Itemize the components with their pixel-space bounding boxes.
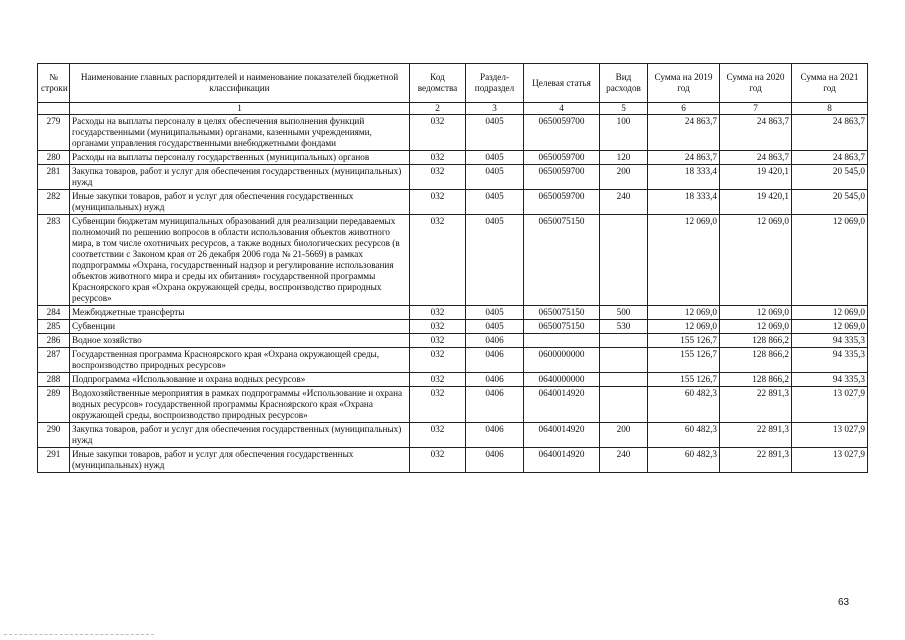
sum-2021: 24 863,7 [792,151,868,165]
expense-type: 500 [600,306,648,320]
section-code: 0406 [466,423,524,448]
sum-2020: 128 866,2 [720,373,792,387]
sum-2019: 18 333,4 [648,190,720,215]
sum-2021: 20 545,0 [792,190,868,215]
target-article: 0650059700 [524,165,600,190]
sum-2019: 155 126,7 [648,348,720,373]
row-name: Межбюджетные трансферты [70,306,410,320]
expense-type: 240 [600,448,648,473]
table-row [38,190,868,215]
header-sum-2020: Сумма на 2020 год [720,64,792,103]
sum-2019: 24 863,7 [648,115,720,151]
sum-2020: 24 863,7 [720,151,792,165]
row-number: 286 [38,334,70,348]
sum-2020: 24 863,7 [720,115,792,151]
expense-type: 530 [600,320,648,334]
sum-2020: 22 891,3 [720,387,792,423]
header-sum-2021: Сумма на 2021 год [792,64,868,103]
sum-2019: 155 126,7 [648,373,720,387]
sum-2019: 12 069,0 [648,215,720,306]
column-number: 6 [648,103,720,115]
table-row [38,334,868,348]
sum-2021: 94 335,3 [792,348,868,373]
expense-type: 200 [600,423,648,448]
row-name: Водохозяйственные мероприятия в рамках подпрограммы «Использование и охрана водных ресурсов» государственной программы Красноярского края «Охрана окружающей среды, воспроизводство природных ресурсов» [70,387,410,423]
department-code: 032 [410,215,466,306]
department-code: 032 [410,320,466,334]
sum-2019: 155 126,7 [648,334,720,348]
column-number: 1 [70,103,410,115]
section-code: 0405 [466,320,524,334]
department-code: 032 [410,448,466,473]
sum-2019: 24 863,7 [648,151,720,165]
row-name: Государственная программа Красноярского края «Охрана окружающей среды, воспроизводство природных ресурсов» [70,348,410,373]
target-article: 0640014920 [524,387,600,423]
sum-2020: 19 420,1 [720,165,792,190]
target-article: 0640014920 [524,423,600,448]
target-article: 0650059700 [524,151,600,165]
table-row [38,387,868,423]
target-article: 0650059700 [524,115,600,151]
section-code: 0405 [466,115,524,151]
table-row [38,165,868,190]
row-name: Иные закупки товаров, работ и услуг для обеспечения государственных (муниципальных) нужд [70,448,410,473]
header-department-code: Код ведомства [410,64,466,103]
row-number: 284 [38,306,70,320]
column-number: 2 [410,103,466,115]
row-name: Субвенции бюджетам муниципальных образований для реализации передаваемых полномочий по решению вопросов в области использования объектов животного мира, в том числе охотничьих ресурсов, а также водных биологических ресурсов (в соответствии с Законом края от 26 декабря 2006 года № 21-5669) в рамках подпрограммы «Охрана, государственный надзор и регулирование использования объектов животного мира и среды их обитания» государственной программы Красноярского края «Охрана окружающей среды, воспроизводство природных ресурсов» [70,215,410,306]
sum-2021: 94 335,3 [792,334,868,348]
row-number: 283 [38,215,70,306]
row-name: Закупка товаров, работ и услуг для обеспечения государственных (муниципальных) нужд [70,423,410,448]
row-number: 281 [38,165,70,190]
section-code: 0405 [466,190,524,215]
department-code: 032 [410,306,466,320]
row-name: Расходы на выплаты персоналу государственных (муниципальных) органов [70,151,410,165]
sum-2019: 12 069,0 [648,306,720,320]
sum-2021: 12 069,0 [792,306,868,320]
section-code: 0406 [466,334,524,348]
column-number: 7 [720,103,792,115]
column-number: 8 [792,103,868,115]
table-row [38,306,868,320]
expense-type: 240 [600,190,648,215]
section-code: 0406 [466,448,524,473]
row-number: 287 [38,348,70,373]
row-number: 280 [38,151,70,165]
row-name: Водное хозяйство [70,334,410,348]
target-article [524,334,600,348]
sum-2020: 12 069,0 [720,215,792,306]
table-row [38,348,868,373]
expense-type [600,348,648,373]
section-code: 0406 [466,387,524,423]
divider [4,634,154,636]
sum-2020: 12 069,0 [720,320,792,334]
section-code: 0406 [466,348,524,373]
header-sum-2019: Сумма на 2019 год [648,64,720,103]
department-code: 032 [410,423,466,448]
sum-2020: 128 866,2 [720,334,792,348]
column-number-blank [38,103,70,115]
target-article: 0650075150 [524,215,600,306]
row-number: 290 [38,423,70,448]
row-name: Расходы на выплаты персоналу в целях обеспечения выполнения функций государственными (муниципальными) органами, казенными учреждениями, органами управления государственными внебюджетными фондами [70,115,410,151]
section-code: 0405 [466,151,524,165]
expense-type [600,215,648,306]
section-code: 0405 [466,215,524,306]
header-name: Наименование главных распорядителей и наименование показателей бюджетной классификации [70,64,410,103]
sum-2020: 12 069,0 [720,306,792,320]
column-number: 4 [524,103,600,115]
header-target-article: Целевая статья [524,64,600,103]
department-code: 032 [410,165,466,190]
row-name: Иные закупки товаров, работ и услуг для обеспечения государственных (муниципальных) нужд [70,190,410,215]
sum-2021: 12 069,0 [792,215,868,306]
sum-2019: 60 482,3 [648,387,720,423]
section-code: 0405 [466,165,524,190]
sum-2019: 60 482,3 [648,448,720,473]
header-row-number: № строки [38,64,70,103]
table-row [38,423,868,448]
target-article: 0640014920 [524,448,600,473]
budget-table [37,63,868,473]
sum-2021: 13 027,9 [792,448,868,473]
department-code: 032 [410,334,466,348]
expense-type: 200 [600,165,648,190]
table-row [38,373,868,387]
sum-2019: 12 069,0 [648,320,720,334]
expense-type [600,334,648,348]
expense-type [600,373,648,387]
row-number: 288 [38,373,70,387]
row-number: 289 [38,387,70,423]
expense-type [600,387,648,423]
department-code: 032 [410,348,466,373]
expense-type: 100 [600,115,648,151]
page-number: 63 [838,597,850,608]
row-number: 291 [38,448,70,473]
sum-2019: 60 482,3 [648,423,720,448]
department-code: 032 [410,190,466,215]
target-article: 0650075150 [524,306,600,320]
section-code: 0405 [466,306,524,320]
expense-type: 120 [600,151,648,165]
header-row [38,64,868,103]
sum-2021: 24 863,7 [792,115,868,151]
sum-2021: 13 027,9 [792,423,868,448]
column-number: 5 [600,103,648,115]
table-row [38,320,868,334]
sum-2020: 128 866,2 [720,348,792,373]
sum-2019: 18 333,4 [648,165,720,190]
row-number: 285 [38,320,70,334]
header-expense-type: Вид расходов [600,64,648,103]
department-code: 032 [410,151,466,165]
sum-2020: 22 891,3 [720,423,792,448]
row-name: Подпрограмма «Использование и охрана водных ресурсов» [70,373,410,387]
sum-2020: 19 420,1 [720,190,792,215]
sum-2021: 13 027,9 [792,387,868,423]
row-name: Закупка товаров, работ и услуг для обеспечения государственных (муниципальных) нужд [70,165,410,190]
header-section: Раздел-подраздел [466,64,524,103]
department-code: 032 [410,373,466,387]
department-code: 032 [410,387,466,423]
column-number-row [38,103,868,115]
sum-2021: 12 069,0 [792,320,868,334]
department-code: 032 [410,115,466,151]
target-article: 0650075150 [524,320,600,334]
table-row [38,215,868,306]
row-number: 282 [38,190,70,215]
target-article: 0600000000 [524,348,600,373]
sum-2021: 20 545,0 [792,165,868,190]
section-code: 0406 [466,373,524,387]
table-row [38,448,868,473]
sum-2021: 94 335,3 [792,373,868,387]
table-row [38,115,868,151]
row-number: 279 [38,115,70,151]
table-row [38,151,868,165]
column-number: 3 [466,103,524,115]
sum-2020: 22 891,3 [720,448,792,473]
target-article: 0650059700 [524,190,600,215]
target-article: 0640000000 [524,373,600,387]
row-name: Субвенции [70,320,410,334]
